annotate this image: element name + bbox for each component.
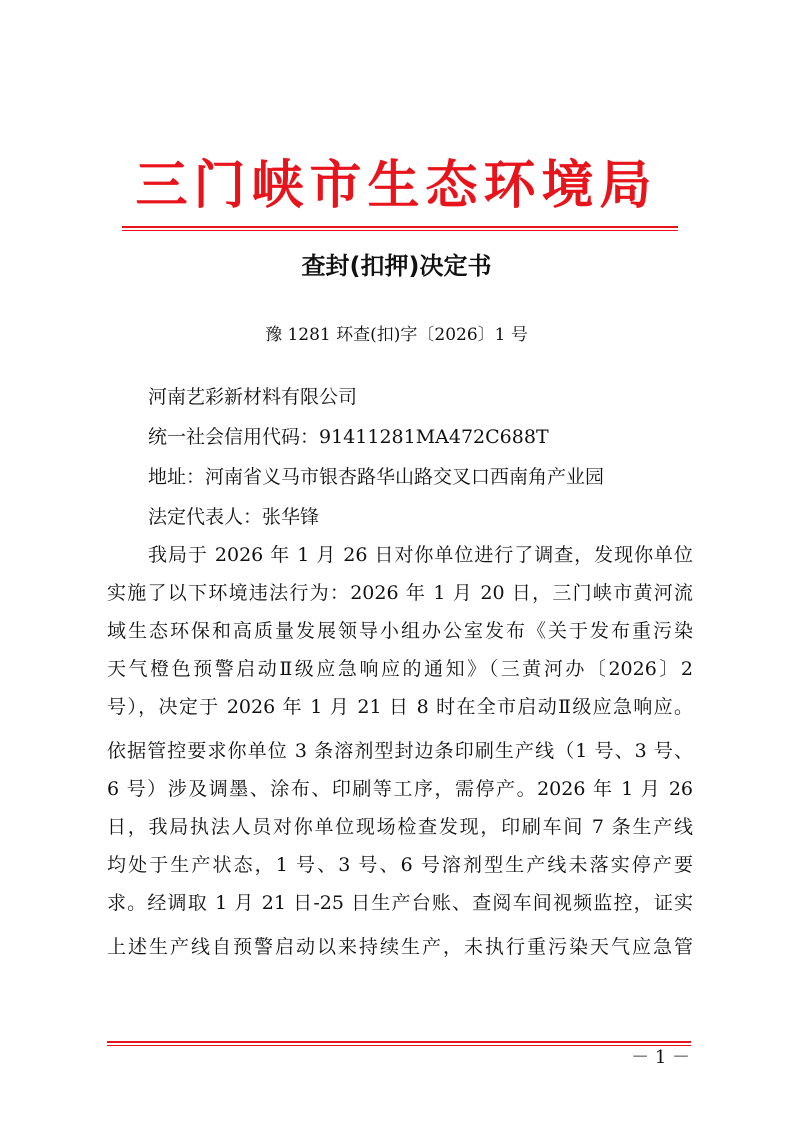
recipient-credit-code: 统一社会信用代码：91411281MA472C688T [148,426,549,448]
footer-divider-thick [107,1041,691,1043]
body-line: 均处于生产状态，1 号、3 号、6 号溶剂型生产线未落实停产要 [107,854,693,876]
body-line: 求。经调取 1 月 21 日-25 日生产台账、查阅车间视频监控，证实 [107,892,693,914]
body-line: 域生态环保和高质量发展领导小组办公室发布《关于发布重污染 [107,620,693,642]
header-divider-thin [122,230,678,231]
body-line: 依据管控要求你单位 3 条溶剂型封边条印刷生产线（1 号、3 号、 [107,740,693,762]
body-line: 实施了以下环境违法行为：2026 年 1 月 20 日，三门峡市黄河流 [107,582,693,604]
header-divider-thick [122,226,678,228]
page-number: － 1 － [631,1047,690,1068]
body-line: 6 号）涉及调墨、涂布、印刷等工序，需停产。2026 年 1 月 26 [107,778,693,800]
body-line: 上述生产线自预警启动以来持续生产，未执行重污染天气应急管 [107,936,693,958]
body-line: 日，我局执法人员对你单位现场检查发现，印刷车间 7 条生产线 [107,816,693,838]
body-line: 号），决定于 2026 年 1 月 21 日 8 时在全市启动Ⅱ级应急响应。 [107,696,693,718]
footer-divider-thin [107,1045,691,1046]
body-line: 天气橙色预警启动Ⅱ级应急响应的通知》（三黄河办〔2026〕2 [107,658,693,680]
recipient-company: 河南艺彩新材料有限公司 [148,386,358,408]
recipient-legal-representative: 法定代表人：张华锋 [148,506,320,528]
recipient-address: 地址：河南省义马市银杏路华山路交叉口西南角产业园 [148,466,605,488]
document-number: 豫 1281 环查(扣)字〔2026〕1 号 [265,325,528,345]
body-line: 我局于 2026 年 1 月 26 日对你单位进行了调查，发现你单位 [148,544,693,566]
document-title: 查封(扣押)决定书 [301,252,492,280]
issuing-organization-title: 三门峡市生态环境局 [135,156,658,216]
